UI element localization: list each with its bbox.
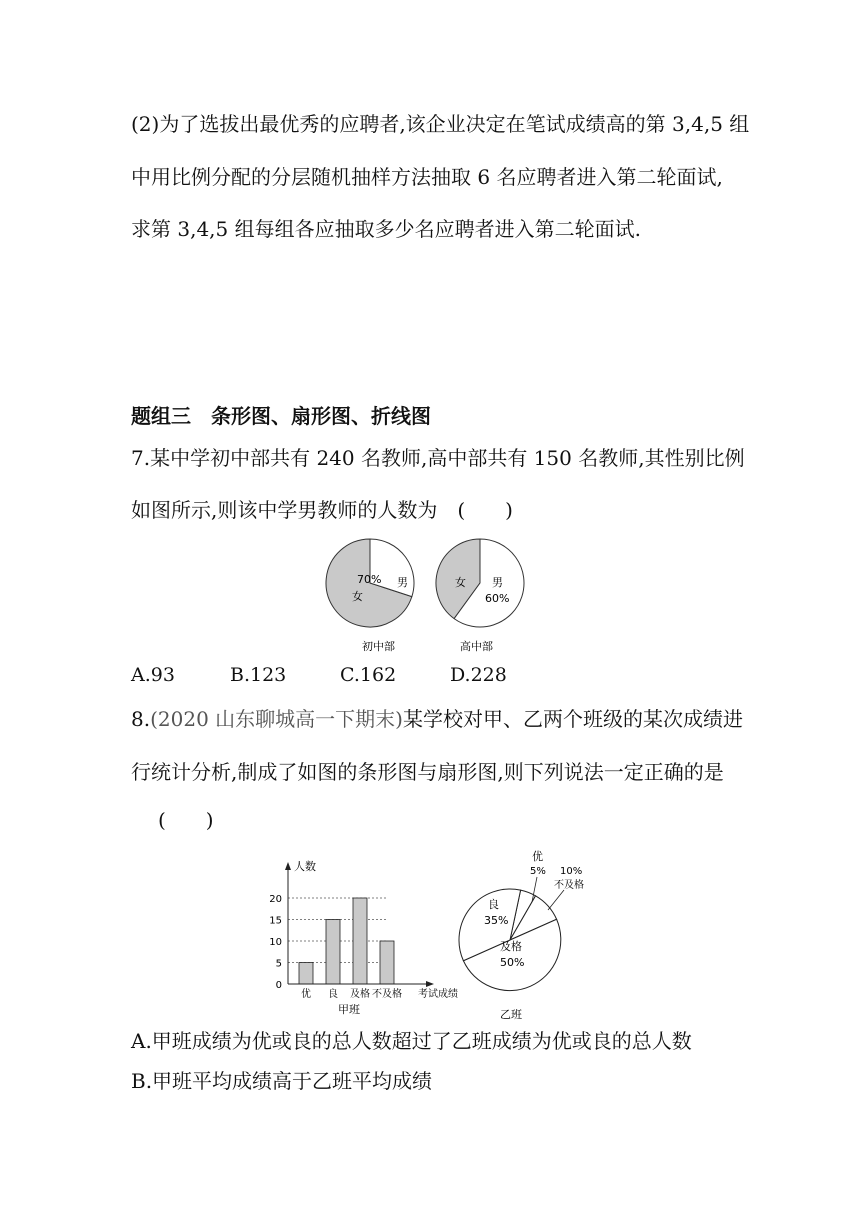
q7-option-d[interactable]: D.228 bbox=[450, 664, 507, 686]
bar-chart-y-tick: 10 bbox=[269, 937, 282, 948]
q8-answer-paren: ( ) bbox=[158, 808, 214, 832]
bar-chart-y-tick: 20 bbox=[269, 894, 282, 905]
pie-yi-bujige-label: 不及格 bbox=[554, 880, 584, 891]
pie-junior-female-label: 女 bbox=[352, 590, 363, 603]
bar-3 bbox=[353, 898, 367, 984]
pie-yi-bujige-pct: 10% bbox=[560, 866, 583, 877]
bar-chart-y-arrow bbox=[285, 862, 291, 870]
pie-yi-jige-pct: 50% bbox=[500, 956, 525, 969]
pie-yi-you-label: 优 bbox=[532, 850, 543, 863]
pie-yi-liang-label: 良 bbox=[488, 898, 499, 911]
bar-chart-ylabel: 人数 bbox=[294, 860, 316, 873]
bar-chart-y-tick: 0 bbox=[275, 980, 282, 991]
q6-part2-line-2: 中用比例分配的分层随机抽样方法抽取 6 名应聘者进入第二轮面试, bbox=[131, 165, 723, 189]
pie-senior-female-label: 女 bbox=[455, 576, 466, 589]
bar-1 bbox=[299, 963, 313, 985]
pie-senior bbox=[436, 539, 524, 653]
pie-senior-male-pct: 60% bbox=[485, 592, 510, 605]
q7-line-1: 7.某中学初中部共有 240 名教师,高中部共有 150 名教师,其性别比例 bbox=[131, 446, 745, 470]
q8-bar-chart bbox=[262, 858, 477, 1018]
pie-yi-bujige-leader bbox=[548, 890, 564, 910]
pie-yi-title: 乙班 bbox=[500, 1008, 522, 1021]
bar-chart-x-ticks bbox=[301, 987, 402, 1000]
pie-yi-you-pct: 5% bbox=[530, 866, 546, 877]
q8-option-a[interactable]: A.甲班成绩为优或良的总人数超过了乙班成绩为优或良的总人数 bbox=[131, 1029, 692, 1053]
pie-junior-caption: 初中部 bbox=[362, 640, 395, 653]
q7-option-b[interactable]: B.123 bbox=[230, 664, 287, 686]
pie-yi-liang-pct: 35% bbox=[484, 914, 509, 927]
bar-chart-xlabel: 考试成绩 bbox=[418, 989, 458, 1000]
bar-2 bbox=[326, 920, 340, 985]
pie-junior bbox=[326, 539, 414, 653]
bar-chart-x-arrow bbox=[426, 981, 434, 987]
q8-pie-chart bbox=[452, 842, 612, 1024]
section-title: 题组三 条形图、扇形图、折线图 bbox=[131, 404, 431, 428]
q7-pie-charts bbox=[325, 538, 535, 658]
q8-source: (2020 山东聊城高一下期末) bbox=[150, 707, 403, 731]
pie-yi-jige-label: 及格 bbox=[500, 940, 522, 953]
bar-4 bbox=[380, 941, 394, 984]
bar-chart-y-tick: 15 bbox=[269, 915, 282, 927]
q8-line-1: 8.(2020 山东聊城高一下期末)某学校对甲、乙两个班级的某次成绩进 bbox=[131, 707, 743, 731]
q6-part2-line-3: 求第 3,4,5 组每组各应抽取多少名应聘者进入第二轮面试. bbox=[131, 217, 641, 241]
pie-senior-male-label: 男 bbox=[492, 576, 503, 589]
q6-part2-line-1: (2)为了选拔出最优秀的应聘者,该企业决定在笔试成绩高的第 3,4,5 组 bbox=[131, 112, 750, 136]
pie-junior-male-label: 男 bbox=[397, 576, 408, 589]
q8-line-1-rest: 某学校对甲、乙两个班级的某次成绩进 bbox=[402, 707, 743, 731]
pie-junior-female-pct: 70% bbox=[357, 573, 382, 586]
q8-line-2: 行统计分析,制成了如图的条形图与扇形图,则下列说法一定正确的是 bbox=[131, 760, 724, 784]
pie-senior-caption: 高中部 bbox=[460, 640, 493, 653]
q8-option-b[interactable]: B.甲班平均成绩高于乙班平均成绩 bbox=[131, 1069, 433, 1093]
bar-chart-y-ticks bbox=[269, 894, 282, 991]
bar-chart-x-tick: 良 bbox=[328, 989, 338, 1000]
q7-option-a[interactable]: A.93 bbox=[131, 664, 175, 686]
bar-chart-title: 甲班 bbox=[338, 1003, 360, 1016]
bar-chart-x-tick: 不及格 bbox=[372, 989, 402, 1000]
q7-line-2: 如图所示,则该中学男教师的人数为 ( ) bbox=[131, 498, 513, 522]
bar-chart-x-tick: 及格 bbox=[350, 989, 370, 1000]
bar-chart-x-tick: 优 bbox=[301, 989, 311, 1000]
q7-option-c[interactable]: C.162 bbox=[340, 664, 397, 686]
bar-chart-y-tick: 5 bbox=[275, 958, 282, 970]
